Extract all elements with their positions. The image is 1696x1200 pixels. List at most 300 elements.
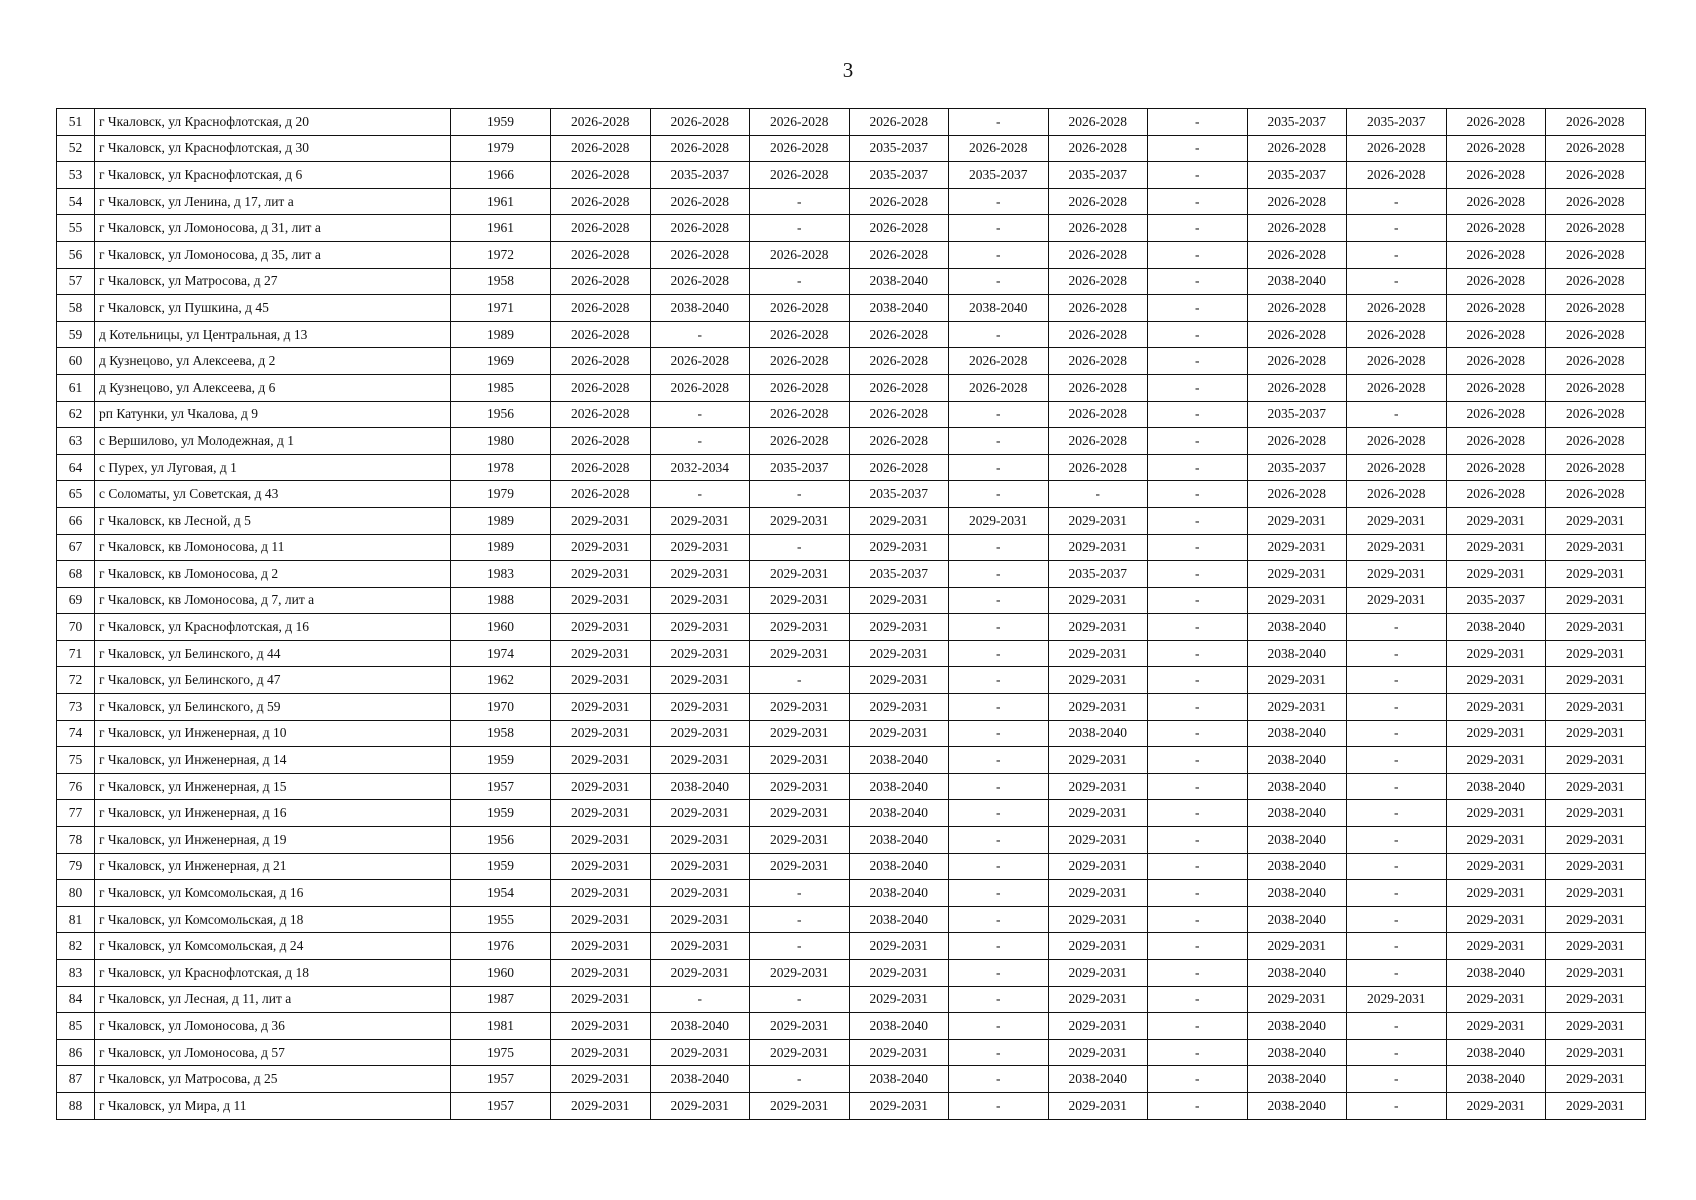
year-built-cell: 1981 [451, 1013, 551, 1040]
period-cell: 2026-2028 [551, 321, 651, 348]
period-cell: 2035-2037 [949, 162, 1049, 189]
period-cell: 2029-2031 [551, 933, 651, 960]
address-cell: г Чкаловск, ул Инженерная, д 19 [95, 827, 451, 854]
address-cell: г Чкаловск, ул Ломоносова, д 31, лит а [95, 215, 451, 242]
period-cell: - [1148, 215, 1248, 242]
period-cell: - [1148, 800, 1248, 827]
period-cell: 2029-2031 [1048, 827, 1148, 854]
address-cell: г Чкаловск, ул Мира, д 11 [95, 1092, 451, 1119]
period-cell: 2029-2031 [1446, 827, 1546, 854]
repair-schedule-table [56, 108, 1646, 1120]
period-cell: 2029-2031 [849, 933, 949, 960]
period-cell: 2029-2031 [750, 587, 850, 614]
period-cell: 2029-2031 [849, 960, 949, 987]
period-cell: 2026-2028 [849, 188, 949, 215]
row-number-cell: 76 [57, 773, 95, 800]
period-cell: - [949, 720, 1049, 747]
address-cell: г Чкаловск, ул Матросова, д 25 [95, 1066, 451, 1093]
row-number-cell: 55 [57, 215, 95, 242]
period-cell: - [1148, 109, 1248, 136]
period-cell: 2029-2031 [1446, 747, 1546, 774]
period-cell: 2026-2028 [1446, 374, 1546, 401]
year-built-cell: 1978 [451, 454, 551, 481]
period-cell: 2026-2028 [1048, 215, 1148, 242]
table-row [57, 534, 1646, 561]
page-number: 3 [842, 58, 854, 82]
period-cell: 2026-2028 [1446, 321, 1546, 348]
period-cell: 2038-2040 [1247, 640, 1347, 667]
period-cell: - [1148, 507, 1248, 534]
period-cell: 2029-2031 [1546, 534, 1646, 561]
period-cell: 2026-2028 [551, 295, 651, 322]
period-cell: 2035-2037 [750, 454, 850, 481]
period-cell: - [1347, 215, 1447, 242]
period-cell: - [949, 109, 1049, 136]
period-cell: 2035-2037 [1247, 162, 1347, 189]
period-cell: 2029-2031 [750, 640, 850, 667]
row-number-cell: 59 [57, 321, 95, 348]
period-cell: 2038-2040 [1247, 880, 1347, 907]
period-cell: 2029-2031 [1446, 561, 1546, 588]
period-cell: 2026-2028 [1546, 135, 1646, 162]
period-cell: 2029-2031 [849, 614, 949, 641]
period-cell: 2032-2034 [650, 454, 750, 481]
year-built-cell: 1983 [451, 561, 551, 588]
period-cell: 2026-2028 [551, 481, 651, 508]
period-cell: - [949, 268, 1049, 295]
period-cell: 2026-2028 [650, 374, 750, 401]
period-cell: 2038-2040 [650, 1013, 750, 1040]
address-cell: г Чкаловск, ул Краснофлотская, д 16 [95, 614, 451, 641]
period-cell: - [1148, 1013, 1248, 1040]
period-cell: 2029-2031 [650, 720, 750, 747]
period-cell: - [1148, 1039, 1248, 1066]
period-cell: 2026-2028 [551, 454, 651, 481]
table-row [57, 215, 1646, 242]
address-cell: г Чкаловск, кв Ломоносова, д 11 [95, 534, 451, 561]
period-cell: 2026-2028 [551, 109, 651, 136]
period-cell: - [1347, 1092, 1447, 1119]
period-cell: 2026-2028 [650, 135, 750, 162]
period-cell: 2029-2031 [1446, 694, 1546, 721]
address-cell: г Чкаловск, ул Инженерная, д 14 [95, 747, 451, 774]
period-cell: 2029-2031 [650, 933, 750, 960]
period-cell: - [949, 906, 1049, 933]
period-cell: 2026-2028 [1546, 188, 1646, 215]
period-cell: - [1148, 321, 1248, 348]
table-body [57, 109, 1646, 1120]
period-cell: - [1148, 1092, 1248, 1119]
period-cell: 2026-2028 [1446, 401, 1546, 428]
address-cell: г Чкаловск, кв Ломоносова, д 2 [95, 561, 451, 588]
period-cell: 2029-2031 [1546, 853, 1646, 880]
period-cell: - [949, 428, 1049, 455]
period-cell: - [1148, 986, 1248, 1013]
period-cell: 2029-2031 [1546, 694, 1646, 721]
period-cell: 2029-2031 [1048, 587, 1148, 614]
period-cell: - [650, 481, 750, 508]
period-cell: 2026-2028 [551, 215, 651, 242]
address-cell: г Чкаловск, ул Инженерная, д 21 [95, 853, 451, 880]
address-cell: г Чкаловск, кв Лесной, д 5 [95, 507, 451, 534]
table-row [57, 374, 1646, 401]
period-cell: - [1148, 1066, 1248, 1093]
period-cell: 2029-2031 [849, 507, 949, 534]
row-number-cell: 75 [57, 747, 95, 774]
period-cell: 2029-2031 [551, 614, 651, 641]
period-cell: 2026-2028 [1247, 135, 1347, 162]
period-cell: 2038-2040 [1247, 268, 1347, 295]
period-cell: 2026-2028 [551, 428, 651, 455]
period-cell: 2029-2031 [1048, 747, 1148, 774]
period-cell: - [949, 880, 1049, 907]
period-cell: 2029-2031 [1048, 667, 1148, 694]
period-cell: 2029-2031 [849, 1039, 949, 1066]
period-cell: - [750, 906, 850, 933]
period-cell: 2026-2028 [1347, 374, 1447, 401]
period-cell: - [949, 188, 1049, 215]
row-number-cell: 66 [57, 507, 95, 534]
period-cell: 2029-2031 [650, 640, 750, 667]
period-cell: 2029-2031 [650, 587, 750, 614]
period-cell: - [1048, 481, 1148, 508]
period-cell: - [1347, 906, 1447, 933]
period-cell: 2038-2040 [1446, 614, 1546, 641]
year-built-cell: 1959 [451, 109, 551, 136]
period-cell: 2026-2028 [750, 401, 850, 428]
period-cell: 2026-2028 [1446, 481, 1546, 508]
period-cell: - [1347, 720, 1447, 747]
period-cell: 2038-2040 [1048, 720, 1148, 747]
period-cell: 2026-2028 [949, 135, 1049, 162]
period-cell: 2035-2037 [1247, 401, 1347, 428]
period-cell: 2038-2040 [849, 827, 949, 854]
year-built-cell: 1955 [451, 906, 551, 933]
address-cell: д Котельницы, ул Центральная, д 13 [95, 321, 451, 348]
period-cell: 2026-2028 [849, 454, 949, 481]
period-cell: - [1347, 401, 1447, 428]
period-cell: 2038-2040 [1247, 720, 1347, 747]
period-cell: 2029-2031 [750, 614, 850, 641]
period-cell: 2026-2028 [949, 374, 1049, 401]
period-cell: 2029-2031 [1546, 773, 1646, 800]
period-cell: - [750, 667, 850, 694]
period-cell: - [1148, 640, 1248, 667]
address-cell: г Чкаловск, ул Комсомольская, д 24 [95, 933, 451, 960]
period-cell: - [1347, 241, 1447, 268]
row-number-cell: 87 [57, 1066, 95, 1093]
period-cell: 2029-2031 [1446, 720, 1546, 747]
period-cell: 2026-2028 [849, 321, 949, 348]
period-cell: 2029-2031 [551, 853, 651, 880]
table-row [57, 295, 1646, 322]
period-cell: - [949, 827, 1049, 854]
address-cell: с Соломаты, ул Советская, д 43 [95, 481, 451, 508]
period-cell: - [949, 933, 1049, 960]
period-cell: 2026-2028 [650, 188, 750, 215]
row-number-cell: 78 [57, 827, 95, 854]
period-cell: 2026-2028 [1048, 295, 1148, 322]
address-cell: г Чкаловск, ул Инженерная, д 16 [95, 800, 451, 827]
period-cell: 2029-2031 [750, 1092, 850, 1119]
period-cell: 2026-2028 [1446, 162, 1546, 189]
table-row [57, 135, 1646, 162]
period-cell: 2029-2031 [551, 640, 651, 667]
period-cell: 2038-2040 [1446, 773, 1546, 800]
period-cell: 2029-2031 [750, 720, 850, 747]
period-cell: 2029-2031 [551, 720, 651, 747]
table-row [57, 933, 1646, 960]
period-cell: 2026-2028 [1347, 428, 1447, 455]
row-number-cell: 83 [57, 960, 95, 987]
year-built-cell: 1959 [451, 853, 551, 880]
period-cell: 2026-2028 [1546, 401, 1646, 428]
period-cell: - [1148, 454, 1248, 481]
year-built-cell: 1961 [451, 188, 551, 215]
period-cell: - [1148, 747, 1248, 774]
table-row [57, 268, 1646, 295]
table-row [57, 321, 1646, 348]
table-row [57, 986, 1646, 1013]
period-cell: 2029-2031 [1546, 720, 1646, 747]
period-cell: 2026-2028 [1048, 188, 1148, 215]
period-cell: 2026-2028 [1546, 481, 1646, 508]
period-cell: 2026-2028 [1446, 135, 1546, 162]
period-cell: 2029-2031 [1546, 880, 1646, 907]
year-built-cell: 1974 [451, 640, 551, 667]
period-cell: 2026-2028 [750, 321, 850, 348]
period-cell: 2026-2028 [1546, 268, 1646, 295]
period-cell: 2029-2031 [650, 906, 750, 933]
period-cell: 2038-2040 [1446, 1066, 1546, 1093]
period-cell: 2038-2040 [1446, 960, 1546, 987]
address-cell: г Чкаловск, ул Краснофлотская, д 30 [95, 135, 451, 162]
table-row [57, 587, 1646, 614]
period-cell: 2029-2031 [650, 960, 750, 987]
period-cell: - [1148, 348, 1248, 375]
row-number-cell: 88 [57, 1092, 95, 1119]
period-cell: 2029-2031 [1546, 1013, 1646, 1040]
period-cell: 2029-2031 [849, 694, 949, 721]
table-row [57, 507, 1646, 534]
row-number-cell: 79 [57, 853, 95, 880]
period-cell: 2029-2031 [650, 827, 750, 854]
row-number-cell: 69 [57, 587, 95, 614]
period-cell: 2029-2031 [551, 906, 651, 933]
period-cell: 2026-2028 [551, 135, 651, 162]
period-cell: 2029-2031 [1048, 640, 1148, 667]
year-built-cell: 1959 [451, 747, 551, 774]
period-cell: 2038-2040 [849, 1013, 949, 1040]
period-cell: 2026-2028 [1247, 428, 1347, 455]
year-built-cell: 1979 [451, 481, 551, 508]
period-cell: 2026-2028 [1048, 241, 1148, 268]
period-cell: - [1347, 1013, 1447, 1040]
period-cell: 2029-2031 [1247, 561, 1347, 588]
period-cell: 2026-2028 [849, 215, 949, 242]
period-cell: - [1148, 241, 1248, 268]
period-cell: - [949, 667, 1049, 694]
row-number-cell: 70 [57, 614, 95, 641]
period-cell: 2029-2031 [1247, 667, 1347, 694]
address-cell: г Чкаловск, ул Ломоносова, д 57 [95, 1039, 451, 1066]
period-cell: 2026-2028 [1247, 188, 1347, 215]
period-cell: 2035-2037 [1247, 454, 1347, 481]
period-cell: 2038-2040 [650, 1066, 750, 1093]
period-cell: - [1148, 667, 1248, 694]
period-cell: 2038-2040 [1247, 906, 1347, 933]
address-cell: г Чкаловск, ул Белинского, д 44 [95, 640, 451, 667]
period-cell: 2029-2031 [849, 640, 949, 667]
period-cell: 2038-2040 [849, 268, 949, 295]
row-number-cell: 67 [57, 534, 95, 561]
address-cell: д Кузнецово, ул Алексеева, д 2 [95, 348, 451, 375]
period-cell: 2038-2040 [1247, 747, 1347, 774]
period-cell: - [650, 428, 750, 455]
period-cell: 2026-2028 [1446, 109, 1546, 136]
period-cell: 2038-2040 [849, 906, 949, 933]
table-row [57, 1013, 1646, 1040]
year-built-cell: 1969 [451, 348, 551, 375]
period-cell: 2029-2031 [1048, 880, 1148, 907]
period-cell: 2029-2031 [1446, 507, 1546, 534]
table-row [57, 1092, 1646, 1119]
period-cell: 2029-2031 [849, 587, 949, 614]
period-cell: 2026-2028 [750, 428, 850, 455]
year-built-cell: 1959 [451, 800, 551, 827]
period-cell: 2029-2031 [1546, 1092, 1646, 1119]
period-cell: 2026-2028 [1546, 374, 1646, 401]
period-cell: 2029-2031 [1446, 933, 1546, 960]
period-cell: 2029-2031 [650, 534, 750, 561]
period-cell: 2026-2028 [551, 188, 651, 215]
period-cell: 2029-2031 [1247, 507, 1347, 534]
period-cell: 2029-2031 [650, 1092, 750, 1119]
period-cell: 2026-2028 [1048, 401, 1148, 428]
period-cell: 2035-2037 [1247, 109, 1347, 136]
period-cell: 2026-2028 [1546, 215, 1646, 242]
year-built-cell: 1989 [451, 507, 551, 534]
year-built-cell: 1960 [451, 960, 551, 987]
period-cell: - [1148, 906, 1248, 933]
period-cell: 2026-2028 [1347, 135, 1447, 162]
period-cell: 2026-2028 [1247, 215, 1347, 242]
period-cell: - [1347, 614, 1447, 641]
period-cell: - [949, 1092, 1049, 1119]
period-cell: 2029-2031 [1048, 986, 1148, 1013]
period-cell: 2026-2028 [551, 348, 651, 375]
address-cell: г Чкаловск, ул Ломоносова, д 36 [95, 1013, 451, 1040]
period-cell: 2029-2031 [750, 507, 850, 534]
period-cell: 2029-2031 [1446, 800, 1546, 827]
period-cell: 2029-2031 [1546, 800, 1646, 827]
row-number-cell: 64 [57, 454, 95, 481]
year-built-cell: 1979 [451, 135, 551, 162]
period-cell: 2035-2037 [1048, 162, 1148, 189]
period-cell: - [949, 640, 1049, 667]
period-cell: 2026-2028 [1546, 241, 1646, 268]
period-cell: 2029-2031 [750, 827, 850, 854]
address-cell: с Пурех, ул Луговая, д 1 [95, 454, 451, 481]
period-cell: 2038-2040 [1048, 1066, 1148, 1093]
year-built-cell: 1956 [451, 827, 551, 854]
period-cell: 2035-2037 [1347, 109, 1447, 136]
year-built-cell: 1961 [451, 215, 551, 242]
period-cell: 2029-2031 [1247, 986, 1347, 1013]
row-number-cell: 52 [57, 135, 95, 162]
period-cell: - [1347, 1066, 1447, 1093]
period-cell: 2026-2028 [849, 109, 949, 136]
period-cell: - [949, 454, 1049, 481]
period-cell: - [750, 1066, 850, 1093]
period-cell: - [1347, 667, 1447, 694]
period-cell: 2026-2028 [849, 241, 949, 268]
row-number-cell: 65 [57, 481, 95, 508]
period-cell: - [750, 534, 850, 561]
period-cell: - [1148, 295, 1248, 322]
period-cell: - [949, 773, 1049, 800]
period-cell: 2029-2031 [1048, 960, 1148, 987]
period-cell: - [949, 986, 1049, 1013]
row-number-cell: 68 [57, 561, 95, 588]
period-cell: 2029-2031 [849, 667, 949, 694]
period-cell: 2026-2028 [1546, 428, 1646, 455]
period-cell: 2026-2028 [1546, 295, 1646, 322]
period-cell: - [949, 587, 1049, 614]
period-cell: 2026-2028 [1247, 295, 1347, 322]
period-cell: 2038-2040 [849, 747, 949, 774]
period-cell: 2029-2031 [1048, 1092, 1148, 1119]
table-row [57, 640, 1646, 667]
table-row [57, 773, 1646, 800]
period-cell: 2029-2031 [1247, 534, 1347, 561]
period-cell: - [1347, 827, 1447, 854]
period-cell: 2029-2031 [750, 853, 850, 880]
row-number-cell: 81 [57, 906, 95, 933]
table-row [57, 880, 1646, 907]
period-cell: - [650, 401, 750, 428]
period-cell: 2029-2031 [650, 880, 750, 907]
period-cell: 2035-2037 [650, 162, 750, 189]
address-cell: г Чкаловск, ул Белинского, д 47 [95, 667, 451, 694]
period-cell: - [949, 534, 1049, 561]
period-cell: 2026-2028 [750, 135, 850, 162]
period-cell: 2029-2031 [551, 667, 651, 694]
period-cell: - [1347, 188, 1447, 215]
period-cell: 2029-2031 [849, 720, 949, 747]
period-cell: 2026-2028 [1048, 321, 1148, 348]
period-cell: 2038-2040 [1247, 800, 1347, 827]
period-cell: 2029-2031 [1546, 614, 1646, 641]
period-cell: 2029-2031 [551, 534, 651, 561]
period-cell: 2029-2031 [1546, 747, 1646, 774]
period-cell: 2026-2028 [1546, 162, 1646, 189]
period-cell: - [750, 268, 850, 295]
period-cell: 2029-2031 [1546, 827, 1646, 854]
table-row [57, 454, 1646, 481]
table-row [57, 162, 1646, 189]
period-cell: 2038-2040 [849, 773, 949, 800]
period-cell: 2029-2031 [1048, 906, 1148, 933]
period-cell: 2029-2031 [1048, 800, 1148, 827]
period-cell: 2029-2031 [1446, 667, 1546, 694]
period-cell: 2029-2031 [1247, 694, 1347, 721]
period-cell: 2029-2031 [551, 507, 651, 534]
address-cell: д Кузнецово, ул Алексеева, д 6 [95, 374, 451, 401]
period-cell: 2029-2031 [1546, 960, 1646, 987]
period-cell: 2029-2031 [1546, 507, 1646, 534]
period-cell: - [650, 321, 750, 348]
